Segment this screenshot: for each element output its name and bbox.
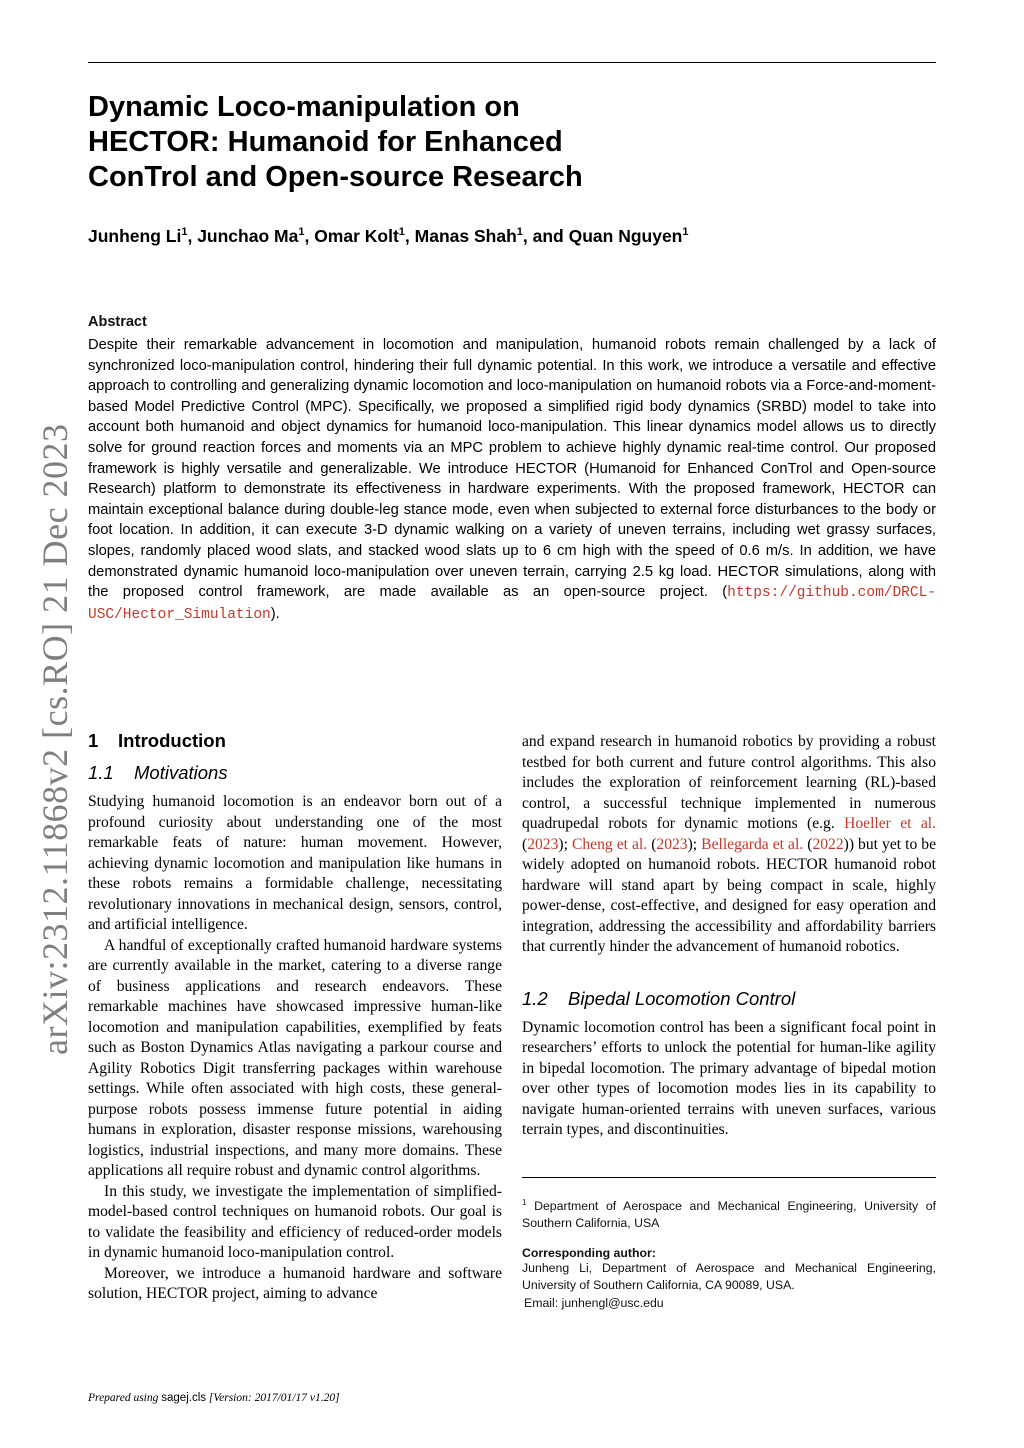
paragraph-segment: and expand research in humanoid robotics by providing a robust testbed for both current and future control algorithms. This also includes the exploration of reinforcement learning (RL)-based control, a successful technique implemented in numerous quadrupedal robots for dynamic motions (e.g. — [522, 733, 936, 832]
subsection-heading — [522, 988, 936, 1010]
abstract-load-value: 2.5 kg — [632, 563, 675, 580]
abstract-segment: high with the speed of — [576, 542, 740, 559]
footer-version: [Version: 2017/01/17 v1.20] — [206, 1392, 340, 1404]
abstract-segment: Despite their remarkable advancement in locomotion and manipulation, humanoid robots remain challenged by a lack of synchronized loco-manipulation control, hindering their full dynamic potential. In this work, we introduce a versatile and effective approach to controlling and generalizing dynamic locomotion and loco-manipulation on humanoid robots via a Force-and-moment-based Model Predictive Control (MPC). Specifically, we proposed a simplified rigid body dynamics (SRBD) model to take into account both humanoid and object dynamics for humanoid loco-manipulation. This linear dynamics model allows us to directly solve for ground reaction forces and moments via an MPC problem to achieve highly dynamic real-time control. Our proposed framework is highly versatile and generalizable. We introduce HECTOR (Humanoid for Enhanced ConTrol and Open-source Research) platform to demonstrate its effectiveness in hardware experiments. With the proposed framework, HECTOR can maintain exceptional balance during double-leg stance mode, even when subjected to external force disturbances to the body or foot location. In addition, it can execute 3-D dynamic walking on a variety of uneven terrains, including wet grassy surfaces, slopes, randomly placed wood slats, and stacked wood slats up to — [88, 337, 936, 559]
abstract-speed-value: 0.6 m/s — [739, 542, 790, 559]
author-name: Omar Kolt — [314, 226, 399, 246]
author-name: Manas Shah — [414, 226, 517, 246]
abstract-segment: . In addition, we have demonstrated dynamic humanoid loco-manipulation over uneven terrain, carrying — [88, 542, 937, 580]
affiliation-mark: 1 — [181, 226, 188, 239]
footnote-rule — [522, 1177, 936, 1178]
footer-text: Prepared using — [88, 1392, 162, 1404]
affiliation-mark: 1 — [682, 226, 689, 239]
subsection-title: Motivations — [134, 762, 228, 783]
section-number: 1 — [88, 730, 99, 751]
email-address[interactable]: Email: junhengl@usc.edu — [524, 1295, 664, 1310]
github-link[interactable]: https://github.com/DRCL-USC/Hector_Simulation — [88, 585, 936, 623]
paper-title: Dynamic Loco-manipulation on HECTOR: Humanoid for Enhanced ConTrol and Open-source Research — [88, 91, 583, 193]
abstract-segment: ). — [270, 605, 280, 622]
affiliation-mark: 1 — [298, 226, 305, 239]
paragraph: Dynamic locomotion control has been a significant focal point in researchers’ efforts to unlock the potential for human-like agility in bipedal locomotion. The primary advantage of bipedal motion over other types of locomotion modes lies in its capability to navigate human-oriented terrains with uneven surfaces, various terrain types, and discontinuities. — [522, 1018, 936, 1138]
citation-link[interactable]: Hoeller et al. — [844, 815, 936, 832]
right-column — [522, 732, 936, 1310]
affiliation-footnote — [522, 1194, 936, 1232]
affiliation-mark: 1 — [516, 226, 523, 239]
abstract-text — [88, 335, 936, 625]
paragraph: In this study, we investigate the implementation of simplified-model-based control techniques on humanoid robots. Our goal is to validate the feasibility and efficiency of reduced-order models in dynamic humanoid loco-manipulation control. — [88, 1182, 502, 1261]
subsection-number: 1.1 — [88, 762, 114, 783]
subsection-title: Bipedal Locomotion Control — [568, 987, 796, 1009]
author-name: Quan Nguyen — [568, 226, 683, 246]
citation-link[interactable]: Bellegarda et al. — [701, 835, 804, 853]
corresponding-author-heading: Corresponding author: — [522, 1245, 656, 1260]
subsection-number: 1.2 — [522, 987, 548, 1009]
paragraph: Moreover, we introduce a humanoid hardware and software solution, HECTOR project, aiming to advance — [88, 1264, 502, 1302]
abstract-height-value: 6 cm — [542, 542, 577, 559]
footnote-text: Department of Aerospace and Mechanical Engineering, University of Southern California, USA — [522, 1198, 936, 1230]
citation-year-link[interactable]: 2023 — [527, 835, 559, 853]
author-list: Junheng Li$^1$, Junchao Ma$^1$, Omar Kolt$^1$, Manas Shah$^1$, and Quan Nguyen$^1$ — [88, 226, 689, 246]
top-rule — [88, 62, 936, 63]
citation-link[interactable]: Cheng et al. — [571, 835, 648, 853]
footer-class-name: sagej.cls — [161, 1392, 207, 1404]
abstract-heading: Abstract — [88, 314, 147, 330]
corresponding-author-text: Junheng Li, Department of Aerospace and Mechanical Engineering, University of Southern California, CA 90089, USA. — [522, 1260, 936, 1292]
abstract-segment: load. HECTOR simulations, along with the proposed control framework, are made available as an open-source project. ( — [88, 563, 937, 601]
left-column — [88, 730, 502, 1305]
affiliation-mark: 1 — [398, 226, 405, 239]
author-name: Junchao Ma — [197, 226, 299, 246]
section-heading — [88, 730, 502, 752]
paragraph: Studying humanoid locomotion is an endeavor born out of a profound curiosity about understanding one of the most remarkable feats of nature: human movement. However, achieving dynamic locomotion and manipulation like humans in these robots remains a formidable challenge, necessitating revolutionary innovations in mechanical design, sensors, control, and artificial intelligence. — [88, 793, 502, 933]
citation-year-link[interactable]: 2023 — [656, 835, 688, 853]
citation-year-link[interactable]: 2022 — [812, 835, 844, 853]
paragraph: and expand research in humanoid robotics by providing a robust testbed for both current and future control algorithms. This also includes the exploration of reinforcement learning (RL)-based control, a successful technique implemented in numerous quadrupedal robots for dynamic motions (e.g. Hoeller et al. (2023); Cheng et al. (2023); Bellegarda et al. (2022)) but yet to be widely adopted on humanoid robots. HECTOR humanoid robot hardware will stand apart by being compact in scale, highly power-dense, cost-effective, and designed for easy operation and integration, addressing the accessibility and affordability barriers that currently hinder the advancement of humanoid robotics. — [522, 733, 936, 955]
prepared-using-footer — [88, 1392, 340, 1404]
footnote-mark: 1 — [522, 1197, 527, 1207]
paragraph: A handful of exceptionally crafted humanoid hardware systems are currently available in the market, catering to a diverse range of business applications and research endeavors. These remarkable machines have showcased impressive human-like locomotion and manipulation capabilities, exemplified by feats such as Boston Dynamics Atlas navigating a parkour course and Agility Robotics Digit transferring packages within warehouse settings. While often associated with high costs, these general-purpose robots possess immense future potential in aiding humans in exploration, disaster response missions, warehousing logistics, industrial inspections, and many more domains. These applications all require robust and dynamic control algorithms. — [88, 936, 502, 1179]
arxiv-identifier[interactable]: arXiv:2312.11868v2 [cs.RO] 21 Dec 2023 — [35, 423, 75, 1055]
subsection-heading — [88, 762, 502, 784]
section-title: Introduction — [118, 730, 226, 751]
author-name: Junheng Li — [88, 226, 182, 246]
paragraph-segment: ) but yet to be widely adopted on humanoid robots. HECTOR humanoid robot hardware will stand apart by being compact in scale, highly power-dense, cost-effective, and designed for easy operation and integration, addressing the accessibility and affordability barriers that currently hinder the advancement of humanoid robotics. — [522, 835, 936, 955]
